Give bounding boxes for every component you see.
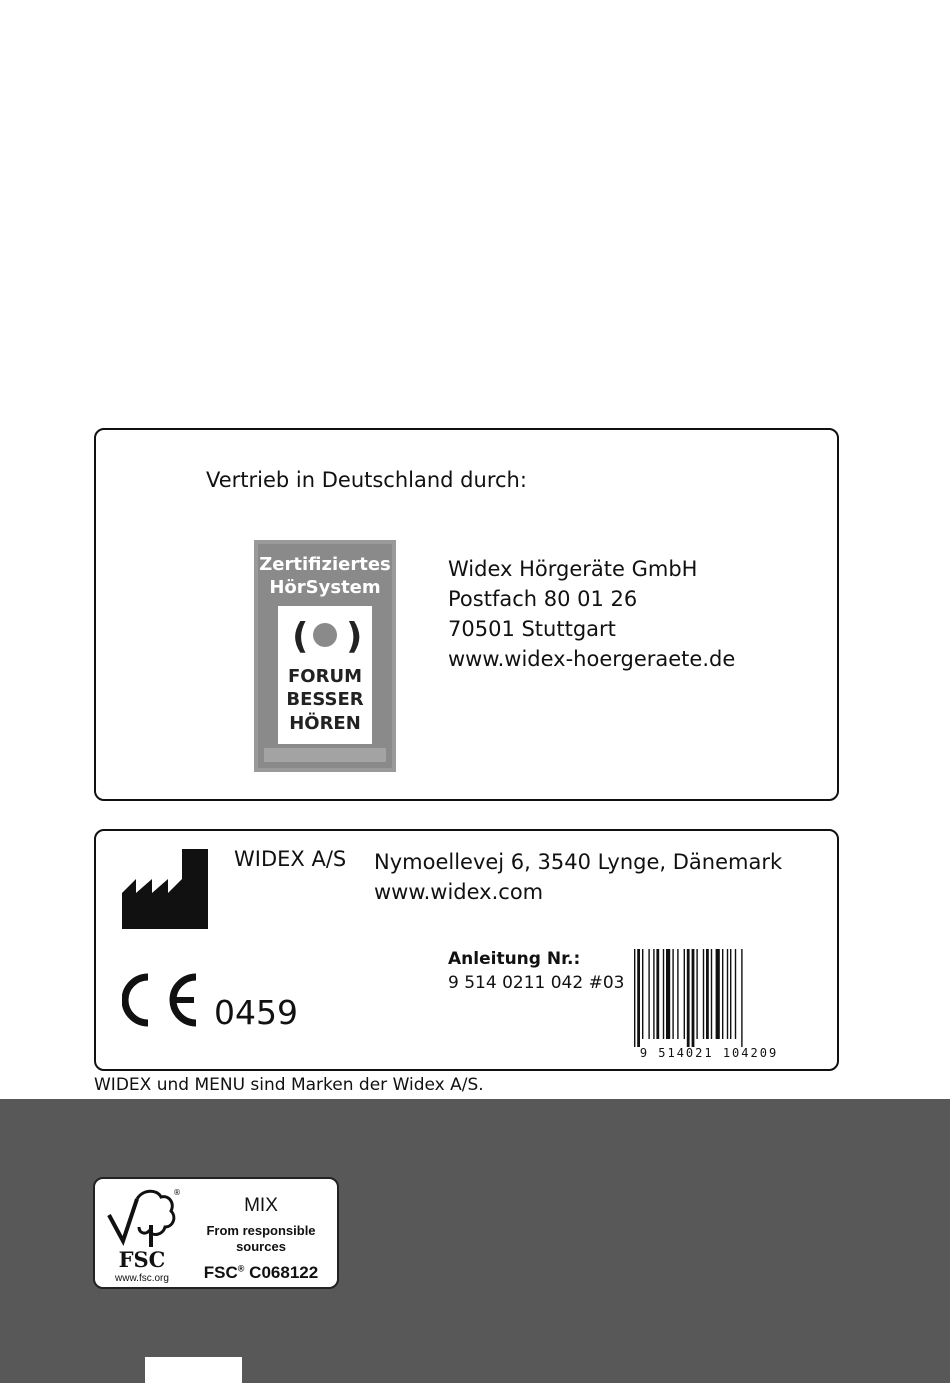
badge-line2: HörSystem [269, 577, 381, 598]
fsc-label [93, 1177, 339, 1289]
forum-besser-hoeren-badge [254, 540, 396, 772]
barcode-bar [642, 949, 643, 1039]
manufacturer-name: WIDEX A/S [234, 847, 347, 871]
barcode-bar [706, 949, 709, 1039]
instruction-number: 9 514 0211 042 #03 [448, 973, 625, 993]
manufacturer-box [94, 829, 839, 1071]
distributor-heading: Vertrieb in Deutschland durch: [206, 468, 527, 492]
badge-line3: FORUM [288, 666, 362, 687]
back-cover-band [0, 1099, 950, 1383]
badge-line5: HÖREN [289, 713, 361, 734]
barcode-bar [727, 949, 728, 1039]
fsc-license-code: FSC® C068122 [203, 1263, 319, 1282]
manufacturer-street: Nymoellevej 6, 3540 Lynge, Dänemark [374, 850, 783, 874]
svg-text:): ) [346, 616, 363, 657]
barcode-bar [703, 949, 704, 1039]
instruction-label: Anleitung Nr.: [448, 949, 581, 969]
fsc-source-line1: From responsible [206, 1223, 316, 1238]
barcode-bar [741, 949, 742, 1047]
barcode-bar [735, 949, 736, 1039]
fsc-source-text [193, 1223, 329, 1255]
barcode-bar [663, 949, 664, 1039]
white-strip [145, 1357, 242, 1383]
barcode-bar [687, 949, 690, 1047]
barcode-bar [634, 949, 635, 1047]
distributor-postbox: Postfach 80 01 26 [448, 587, 638, 611]
ce-mark-icon [122, 973, 200, 1027]
barcode-bar [648, 949, 649, 1039]
barcode-bar [677, 949, 678, 1039]
distributor-city: 70501 Stuttgart [448, 617, 616, 641]
barcode-bar [711, 949, 712, 1039]
barcode-bar [656, 949, 659, 1039]
factory-icon [122, 849, 208, 929]
barcode-bar [672, 949, 673, 1039]
fsc-code-prefix: FSC [203, 1263, 238, 1282]
barcode [628, 949, 790, 1061]
fsc-code-number: C068122 [249, 1263, 319, 1282]
trademark-note: WIDEX und MENU sind Marken der Widex A/S. [94, 1075, 484, 1095]
barcode-bar [637, 949, 640, 1047]
barcode-bar [684, 949, 685, 1039]
distributor-website[interactable]: www.widex-hoergeraete.de [448, 647, 736, 671]
barcode-bars [634, 949, 743, 1047]
distributor-company: Widex Hörgeräte GmbH [448, 557, 698, 581]
barcode-bar [666, 949, 670, 1039]
badge-line1: Zertifiziertes [259, 554, 391, 575]
barcode-bar [722, 949, 723, 1039]
manufacturer-address [374, 847, 782, 907]
distributor-box [94, 428, 839, 801]
badge-line4: BESSER [286, 689, 364, 710]
fsc-logo-text: FSC [118, 1247, 166, 1272]
manufacturer-website[interactable]: www.widex.com [374, 880, 544, 904]
barcode-bar [696, 949, 697, 1039]
barcode-bar [730, 949, 731, 1039]
notified-body-number: 0459 [214, 993, 298, 1032]
barcode-bar [692, 949, 695, 1047]
fsc-tree-icon [103, 1185, 181, 1283]
svg-text:(: ( [292, 616, 309, 657]
distributor-address [448, 554, 735, 674]
svg-text:®: ® [173, 1188, 181, 1197]
barcode-bar [653, 949, 654, 1039]
barcode-bar [716, 949, 720, 1039]
fsc-url: www.fsc.org [115, 1273, 169, 1283]
fsc-mix: MIX [244, 1195, 278, 1216]
fsc-source-line2: sources [236, 1239, 286, 1254]
barcode-digits: 9 514021 104209 [639, 1046, 779, 1060]
